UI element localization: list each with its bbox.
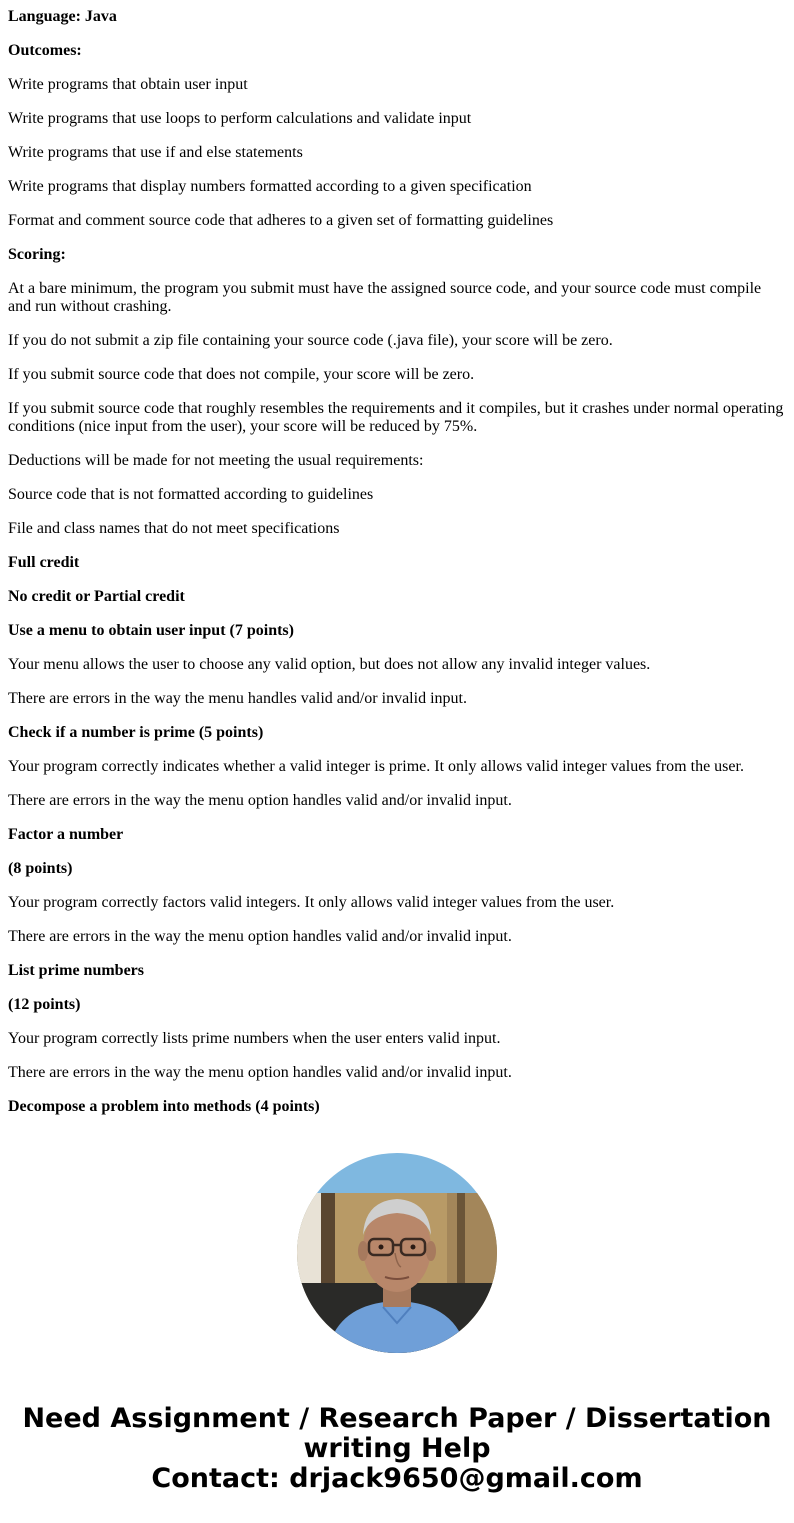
body-paragraph: Source code that is not formatted according to guidelines: [8, 486, 374, 503]
body-paragraph: Write programs that display numbers formatted according to a given specification: [8, 178, 532, 195]
section-heading: No credit or Partial credit: [8, 588, 185, 605]
section-heading: List prime numbers: [8, 962, 144, 979]
body-paragraph: Write programs that obtain user input: [8, 76, 248, 93]
body-paragraph: If you submit source code that does not compile, your score will be zero.: [8, 366, 475, 383]
body-paragraph: Your program correctly indicates whether a valid integer is prime. It only allows valid integer values from the user.: [8, 758, 744, 775]
cta-contact-email: Contact: drjack9650@gmail.com: [151, 1463, 643, 1494]
document-body: [8, 8, 786, 1132]
body-paragraph: Write programs that use loops to perform calculations and validate input: [8, 110, 472, 127]
section-heading: Check if a number is prime (5 points): [8, 724, 264, 741]
section-heading: Decompose a problem into methods (4 points): [8, 1098, 320, 1115]
body-paragraph: Your menu allows the user to choose any valid option, but does not allow any invalid integer values.: [8, 656, 651, 673]
body-paragraph: There are errors in the way the menu option handles valid and/or invalid input.: [8, 928, 512, 945]
section-heading: (8 points): [8, 860, 73, 877]
body-paragraph: There are errors in the way the menu handles valid and/or invalid input.: [8, 690, 467, 707]
cta-line-1: Need Assignment / Research Paper / Dissertation: [22, 1403, 772, 1434]
section-heading: Use a menu to obtain user input (7 points): [8, 622, 294, 639]
section-heading: Scoring:: [8, 246, 66, 263]
body-paragraph: At a bare minimum, the program you submit must have the assigned source code, and your source code must compile and run without crashing.: [8, 280, 762, 315]
person-portrait-icon: [297, 1153, 497, 1353]
body-paragraph: Write programs that use if and else statements: [8, 144, 303, 161]
body-paragraph: There are errors in the way the menu option handles valid and/or invalid input.: [8, 792, 512, 809]
body-paragraph: Format and comment source code that adheres to a given set of formatting guidelines: [8, 212, 554, 229]
portrait-image: [297, 1153, 497, 1353]
body-paragraph: Your program correctly lists prime numbers when the user enters valid input.: [8, 1030, 501, 1047]
section-heading: (12 points): [8, 996, 81, 1013]
section-heading: Language: Java: [8, 8, 117, 25]
body-paragraph: File and class names that do not meet specifications: [8, 520, 340, 537]
body-paragraph: There are errors in the way the menu option handles valid and/or invalid input.: [8, 1064, 512, 1081]
body-paragraph: Your program correctly factors valid integers. It only allows valid integer values from the user.: [8, 894, 615, 911]
section-heading: Factor a number: [8, 826, 124, 843]
body-paragraph: If you submit source code that roughly resembles the requirements and it compiles, but it crashes under normal operating conditions (nice input from the user), your score will be reduced by 75%.: [8, 400, 784, 435]
body-paragraph: If you do not submit a zip file containing your source code (.java file), your score will be zero.: [8, 332, 613, 349]
section-heading: Full credit: [8, 554, 80, 571]
section-heading: Outcomes:: [8, 42, 82, 59]
contact-banner: [0, 1404, 794, 1494]
cta-line-2: writing Help: [303, 1433, 491, 1464]
body-paragraph: Deductions will be made for not meeting the usual requirements:: [8, 452, 424, 469]
